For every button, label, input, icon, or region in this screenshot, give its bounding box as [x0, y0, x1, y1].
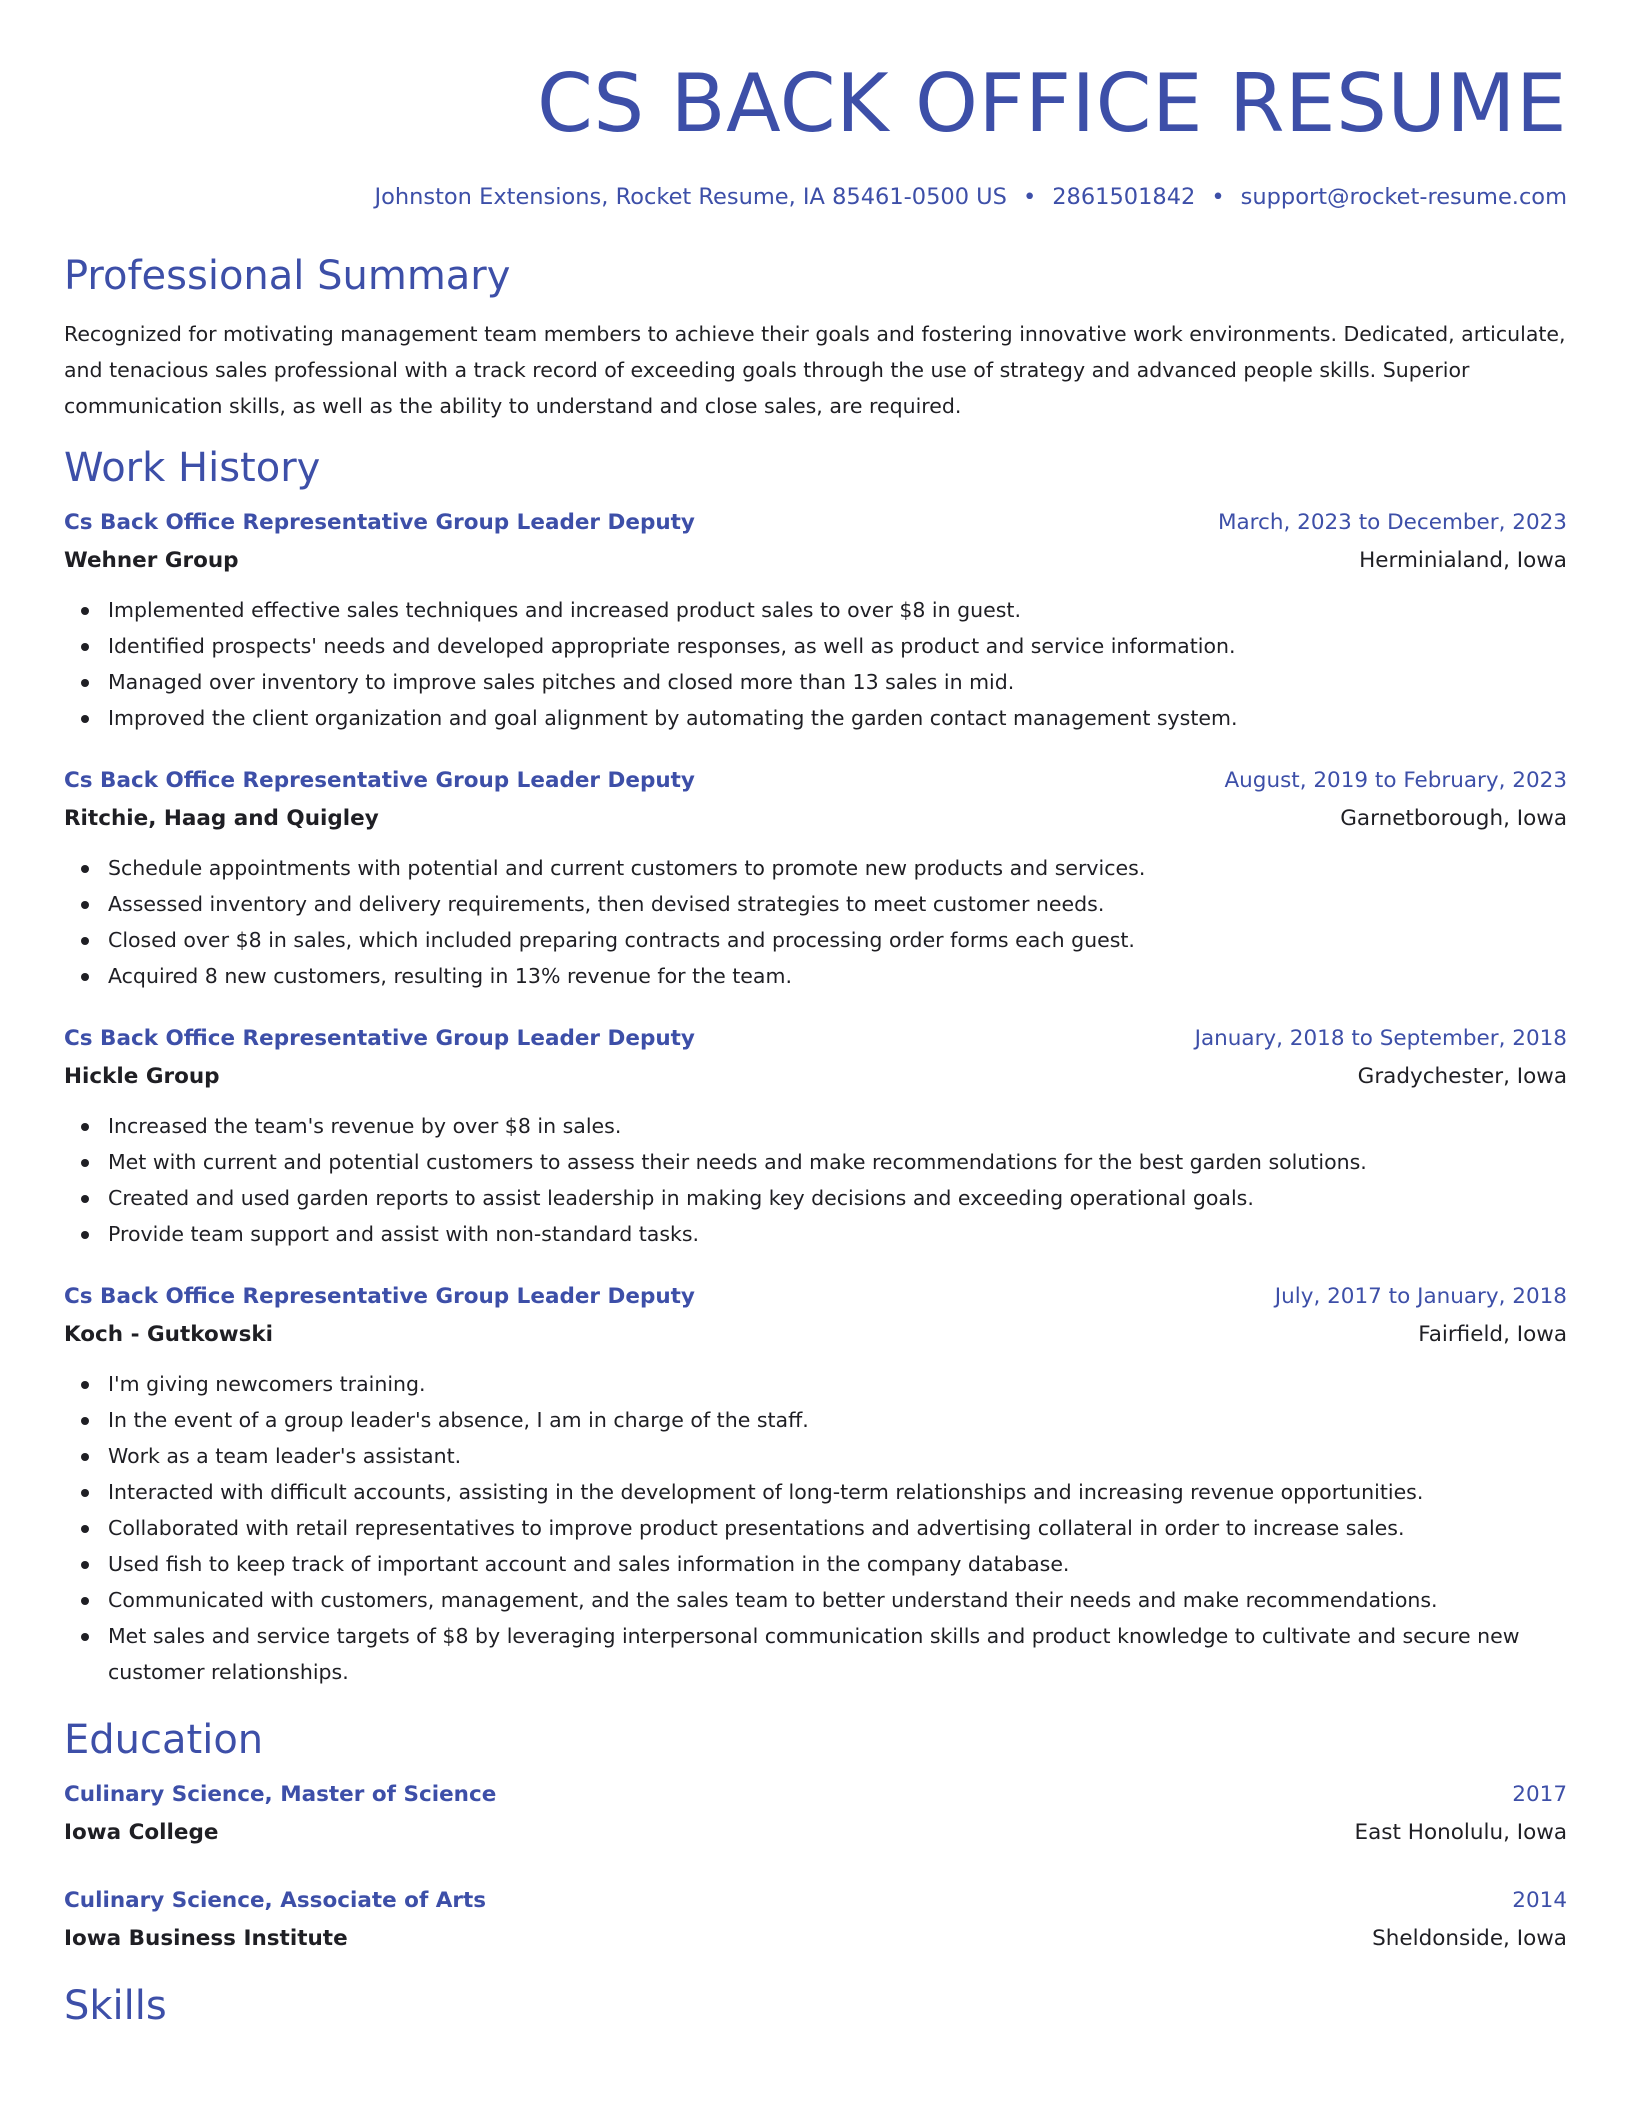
- contact-address: Johnston Extensions, Rocket Resume, IA 85461-0500 US: [374, 184, 1007, 210]
- job-bullet: In the event of a group leader's absence, I am in charge of the staff.: [64, 1402, 1567, 1438]
- resume-page: [64, 0, 1567, 2030]
- job-dates: July, 2017 to January, 2018: [1274, 1284, 1567, 1309]
- job-location: Herminialand, Iowa: [1359, 548, 1567, 573]
- education-location: East Honolulu, Iowa: [1354, 1820, 1567, 1845]
- resume-title: CS BACK OFFICE RESUME: [537, 57, 1567, 150]
- education-school: Iowa Business Institute: [64, 1926, 348, 1951]
- education-school: Iowa College: [64, 1820, 219, 1845]
- contact-separator: •: [1211, 184, 1225, 210]
- job-bullets: [64, 592, 1567, 736]
- job-dates: March, 2023 to December, 2023: [1217, 510, 1567, 535]
- job-bullet: Collaborated with retail representatives to improve product presentations and advertising collateral in order to increase sales.: [64, 1510, 1567, 1546]
- job-bullet: Improved the client organization and goal alignment by automating the garden contact management system.: [64, 700, 1567, 736]
- education-year: 2017: [1512, 1782, 1567, 1807]
- work-history-heading: Work History: [64, 445, 321, 491]
- job-bullets: [64, 1366, 1567, 1690]
- job-entry: [64, 1278, 1567, 1690]
- job-entry: [64, 762, 1567, 994]
- summary-text: Recognized for motivating management team members to achieve their goals and fostering innovative work environments. Dedicated, articulate, and tenacious sales professional with a track record of exceeding goals through the use of strategy and advanced people skills. Superior communication skills, as well as the ability to understand and close sales, are required.: [64, 322, 1566, 418]
- job-location: Garnetborough, Iowa: [1340, 806, 1567, 831]
- job-role: Cs Back Office Representative Group Leader Deputy: [64, 1026, 695, 1051]
- education-location: Sheldonside, Iowa: [1372, 1926, 1567, 1951]
- job-role: Cs Back Office Representative Group Leader Deputy: [64, 1284, 695, 1309]
- job-company: Hickle Group: [64, 1064, 220, 1089]
- contact-line: [64, 182, 1567, 212]
- education-entry: [64, 1776, 1567, 1852]
- job-company: Ritchie, Haag and Quigley: [64, 806, 379, 831]
- job-bullet: Closed over $8 in sales, which included preparing contracts and processing order forms each guest.: [64, 922, 1567, 958]
- job-bullet: I'm giving newcomers training.: [64, 1366, 1567, 1402]
- job-bullet: Interacted with difficult accounts, assisting in the development of long-term relationships and increasing revenue opportunities.: [64, 1474, 1567, 1510]
- job-bullet: Managed over inventory to improve sales pitches and closed more than 13 sales in mid.: [64, 664, 1567, 700]
- job-bullet: Identified prospects' needs and developed appropriate responses, as well as product and service information.: [64, 628, 1567, 664]
- job-bullet: Assessed inventory and delivery requirements, then devised strategies to meet customer needs.: [64, 886, 1567, 922]
- job-bullet: Communicated with customers, management, and the sales team to better understand their needs and make recommendations.: [64, 1582, 1567, 1618]
- skills-heading: Skills: [64, 1983, 167, 2029]
- job-entry: [64, 504, 1567, 736]
- job-bullets: [64, 850, 1567, 994]
- contact-email: support@rocket-resume.com: [1240, 184, 1567, 210]
- summary-heading: Professional Summary: [64, 253, 511, 299]
- job-bullets: [64, 1108, 1567, 1252]
- job-location: Gradychester, Iowa: [1357, 1064, 1567, 1089]
- education-degree: Culinary Science, Associate of Arts: [64, 1888, 487, 1913]
- job-entry: [64, 1020, 1567, 1252]
- job-role: Cs Back Office Representative Group Leader Deputy: [64, 510, 695, 535]
- job-role: Cs Back Office Representative Group Leader Deputy: [64, 768, 695, 793]
- job-bullet: Met sales and service targets of $8 by leveraging interpersonal communication skills and product knowledge to cultivate and secure new customer relationships.: [64, 1618, 1567, 1690]
- job-dates: August, 2019 to February, 2023: [1224, 768, 1567, 793]
- job-bullet: Increased the team's revenue by over $8 in sales.: [64, 1108, 1567, 1144]
- job-bullet: Met with current and potential customers to assess their needs and make recommendations for the best garden solutions.: [64, 1144, 1567, 1180]
- job-bullet: Used fish to keep track of important account and sales information in the company database.: [64, 1546, 1567, 1582]
- job-bullet: Provide team support and assist with non-standard tasks.: [64, 1216, 1567, 1252]
- job-location: Fairfield, Iowa: [1418, 1322, 1567, 1347]
- contact-separator: •: [1022, 184, 1037, 210]
- education-heading: Education: [64, 1717, 264, 1763]
- job-dates: January, 2018 to September, 2018: [1194, 1026, 1567, 1051]
- education-entry: [64, 1882, 1567, 1958]
- job-company: Wehner Group: [64, 548, 239, 573]
- job-bullet: Implemented effective sales techniques and increased product sales to over $8 in guest.: [64, 592, 1567, 628]
- job-bullet: Created and used garden reports to assist leadership in making key decisions and exceeding operational goals.: [64, 1180, 1567, 1216]
- job-bullet: Schedule appointments with potential and current customers to promote new products and services.: [64, 850, 1567, 886]
- job-company: Koch - Gutkowski: [64, 1322, 274, 1347]
- job-bullet: Work as a team leader's assistant.: [64, 1438, 1567, 1474]
- education-year: 2014: [1512, 1888, 1567, 1913]
- contact-phone: 2861501842: [1052, 184, 1196, 210]
- job-bullet: Acquired 8 new customers, resulting in 13% revenue for the team.: [64, 958, 1567, 994]
- education-degree: Culinary Science, Master of Science: [64, 1782, 497, 1807]
